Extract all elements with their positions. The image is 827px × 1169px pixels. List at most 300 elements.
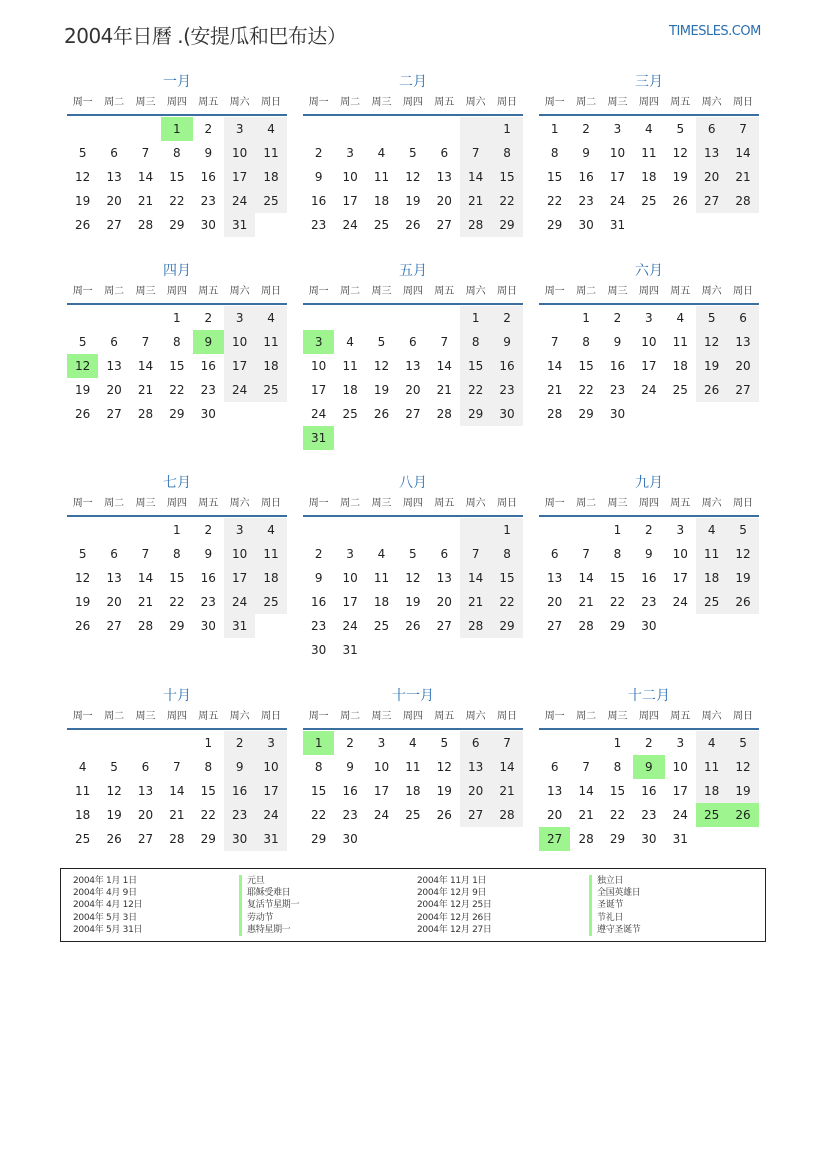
day-cell[interactable]: 23 bbox=[200, 595, 216, 609]
day-cell[interactable]: 20 bbox=[727, 354, 758, 378]
day-cell[interactable]: 31 bbox=[303, 426, 334, 450]
day-cell[interactable]: 28 bbox=[460, 213, 491, 237]
day-cell[interactable]: 6 bbox=[110, 335, 118, 349]
day-cell[interactable]: 16 bbox=[224, 779, 255, 803]
day-cell[interactable]: 14 bbox=[460, 165, 491, 189]
day-cell[interactable]: 30 bbox=[311, 643, 327, 657]
day-cell[interactable]: 9 bbox=[314, 170, 323, 184]
day-cell[interactable]: 27 bbox=[436, 218, 452, 232]
day-cell[interactable]: 15 bbox=[169, 359, 185, 373]
day-cell[interactable]: 26 bbox=[696, 378, 727, 402]
day-cell[interactable]: 15 bbox=[200, 784, 216, 798]
day-cell[interactable]: 6 bbox=[110, 547, 118, 561]
day-cell[interactable]: 4 bbox=[377, 146, 386, 160]
day-cell[interactable]: 12 bbox=[373, 359, 390, 373]
day-cell[interactable]: 27 bbox=[436, 619, 452, 633]
day-cell[interactable]: 24 bbox=[641, 383, 657, 397]
day-cell[interactable]: 2 bbox=[645, 736, 653, 750]
day-cell[interactable]: 13 bbox=[106, 359, 122, 373]
day-cell[interactable]: 4 bbox=[255, 518, 286, 542]
day-cell[interactable]: 15 bbox=[578, 359, 594, 373]
day-cell[interactable]: 25 bbox=[342, 407, 358, 421]
day-cell[interactable]: 29 bbox=[547, 218, 563, 232]
day-cell[interactable]: 8 bbox=[173, 547, 181, 561]
day-cell[interactable]: 16 bbox=[641, 784, 657, 798]
day-cell[interactable]: 2 bbox=[204, 311, 213, 325]
day-cell[interactable]: 27 bbox=[106, 407, 122, 421]
day-cell[interactable]: 11 bbox=[255, 542, 286, 566]
day-cell[interactable]: 7 bbox=[141, 335, 150, 349]
day-cell[interactable]: 4 bbox=[696, 518, 727, 542]
day-cell[interactable]: 25 bbox=[696, 590, 727, 614]
day-cell[interactable]: 15 bbox=[169, 170, 185, 184]
day-cell[interactable]: 15 bbox=[609, 571, 626, 585]
day-cell[interactable]: 2 bbox=[224, 731, 255, 755]
day-cell[interactable]: 20 bbox=[436, 194, 452, 208]
day-cell[interactable]: 24 bbox=[224, 378, 255, 402]
day-cell[interactable]: 10 bbox=[311, 359, 327, 373]
day-cell[interactable]: 6 bbox=[110, 146, 118, 160]
day-cell[interactable]: 1 bbox=[173, 311, 181, 325]
day-cell[interactable]: 31 bbox=[255, 827, 286, 851]
day-cell[interactable]: 21 bbox=[727, 165, 758, 189]
day-cell[interactable]: 13 bbox=[547, 784, 563, 798]
day-cell[interactable]: 16 bbox=[200, 571, 216, 585]
day-cell[interactable]: 13 bbox=[436, 571, 452, 585]
day-cell[interactable]: 21 bbox=[137, 595, 154, 609]
day-cell[interactable]: 18 bbox=[696, 779, 727, 803]
day-cell[interactable]: 30 bbox=[641, 832, 657, 846]
brand-logo-text[interactable]: TIMESLES.COM bbox=[669, 24, 761, 39]
day-cell[interactable]: 1 bbox=[303, 731, 334, 755]
day-cell[interactable]: 23 bbox=[200, 194, 216, 208]
day-cell[interactable]: 3 bbox=[255, 731, 286, 755]
day-cell[interactable]: 16 bbox=[641, 571, 657, 585]
day-cell[interactable]: 21 bbox=[460, 189, 491, 213]
day-cell[interactable]: 20 bbox=[106, 595, 122, 609]
day-cell[interactable]: 22 bbox=[609, 808, 626, 822]
day-cell[interactable]: 10 bbox=[641, 335, 657, 349]
day-cell[interactable]: 22 bbox=[460, 378, 491, 402]
day-cell[interactable]: 20 bbox=[547, 808, 563, 822]
day-cell[interactable]: 14 bbox=[727, 141, 758, 165]
day-cell[interactable]: 6 bbox=[696, 117, 727, 141]
day-cell[interactable]: 16 bbox=[609, 359, 626, 373]
day-cell[interactable]: 3 bbox=[346, 547, 354, 561]
day-cell[interactable]: 5 bbox=[78, 146, 87, 160]
day-cell[interactable]: 5 bbox=[78, 547, 87, 561]
day-cell[interactable]: 8 bbox=[460, 330, 491, 354]
day-cell[interactable]: 23 bbox=[641, 808, 657, 822]
day-cell[interactable]: 26 bbox=[727, 590, 758, 614]
day-cell[interactable]: 27 bbox=[727, 378, 758, 402]
day-cell[interactable]: 26 bbox=[727, 803, 758, 827]
day-cell[interactable]: 21 bbox=[169, 808, 185, 822]
day-cell[interactable]: 2 bbox=[204, 523, 213, 537]
day-cell[interactable]: 28 bbox=[137, 218, 154, 232]
day-cell[interactable]: 23 bbox=[491, 378, 522, 402]
day-cell[interactable]: 19 bbox=[75, 194, 91, 208]
day-cell[interactable]: 1 bbox=[460, 306, 491, 330]
day-cell[interactable]: 12 bbox=[672, 146, 688, 160]
day-cell[interactable]: 4 bbox=[645, 122, 653, 136]
day-cell[interactable]: 6 bbox=[550, 760, 559, 774]
day-cell[interactable]: 4 bbox=[255, 117, 286, 141]
day-cell[interactable]: 18 bbox=[342, 383, 358, 397]
day-cell[interactable]: 29 bbox=[491, 614, 522, 638]
day-cell[interactable]: 14 bbox=[547, 359, 563, 373]
day-cell[interactable]: 13 bbox=[405, 359, 421, 373]
day-cell[interactable]: 9 bbox=[346, 760, 354, 774]
day-cell[interactable]: 23 bbox=[224, 803, 255, 827]
day-cell[interactable]: 5 bbox=[78, 335, 87, 349]
day-cell[interactable]: 18 bbox=[672, 359, 688, 373]
day-cell[interactable]: 1 bbox=[613, 523, 622, 537]
day-cell[interactable]: 1 bbox=[550, 122, 559, 136]
day-cell[interactable]: 26 bbox=[405, 218, 421, 232]
day-cell[interactable]: 14 bbox=[460, 566, 491, 590]
day-cell[interactable]: 11 bbox=[75, 784, 91, 798]
day-cell[interactable]: 27 bbox=[460, 803, 491, 827]
day-cell[interactable]: 7 bbox=[550, 335, 559, 349]
day-cell[interactable]: 15 bbox=[491, 566, 522, 590]
day-cell[interactable]: 2 bbox=[582, 122, 590, 136]
day-cell[interactable]: 28 bbox=[169, 832, 185, 846]
day-cell[interactable]: 30 bbox=[200, 407, 216, 421]
day-cell[interactable]: 11 bbox=[672, 335, 688, 349]
day-cell[interactable]: 16 bbox=[342, 784, 358, 798]
day-cell[interactable]: 30 bbox=[609, 407, 626, 421]
day-cell[interactable]: 23 bbox=[609, 383, 626, 397]
day-cell[interactable]: 22 bbox=[609, 595, 626, 609]
day-cell[interactable]: 20 bbox=[405, 383, 421, 397]
day-cell[interactable]: 4 bbox=[676, 311, 685, 325]
day-cell[interactable]: 27 bbox=[696, 189, 727, 213]
day-cell[interactable]: 27 bbox=[547, 619, 563, 633]
day-cell[interactable]: 30 bbox=[342, 832, 358, 846]
day-cell[interactable]: 30 bbox=[224, 827, 255, 851]
day-cell[interactable]: 27 bbox=[137, 832, 154, 846]
day-cell[interactable]: 29 bbox=[578, 407, 594, 421]
day-cell[interactable]: 18 bbox=[641, 170, 657, 184]
day-cell[interactable]: 1 bbox=[204, 736, 213, 750]
day-cell[interactable]: 27 bbox=[539, 827, 570, 851]
day-cell[interactable]: 18 bbox=[255, 566, 286, 590]
day-cell[interactable]: 29 bbox=[491, 213, 522, 237]
day-cell[interactable]: 31 bbox=[224, 614, 255, 638]
day-cell[interactable]: 4 bbox=[696, 731, 727, 755]
day-cell[interactable]: 25 bbox=[373, 218, 390, 232]
day-cell[interactable]: 21 bbox=[491, 779, 522, 803]
day-cell[interactable]: 16 bbox=[311, 194, 327, 208]
day-cell[interactable]: 17 bbox=[255, 779, 286, 803]
day-cell[interactable]: 16 bbox=[578, 170, 594, 184]
day-cell[interactable]: 3 bbox=[224, 306, 255, 330]
day-cell[interactable]: 10 bbox=[255, 755, 286, 779]
day-cell[interactable]: 5 bbox=[440, 736, 449, 750]
day-cell[interactable]: 21 bbox=[436, 383, 452, 397]
day-cell[interactable]: 10 bbox=[342, 170, 358, 184]
day-cell[interactable]: 25 bbox=[255, 189, 286, 213]
day-cell[interactable]: 11 bbox=[342, 359, 358, 373]
day-cell[interactable]: 2 bbox=[491, 306, 522, 330]
day-cell[interactable]: 28 bbox=[137, 407, 154, 421]
day-cell[interactable]: 9 bbox=[204, 146, 213, 160]
day-cell[interactable]: 9 bbox=[582, 146, 590, 160]
day-cell[interactable]: 24 bbox=[224, 189, 255, 213]
day-cell[interactable]: 12 bbox=[75, 571, 91, 585]
day-cell[interactable]: 9 bbox=[204, 547, 213, 561]
day-cell[interactable]: 18 bbox=[696, 566, 727, 590]
day-cell[interactable]: 12 bbox=[75, 170, 91, 184]
day-cell[interactable]: 9 bbox=[645, 547, 653, 561]
day-cell[interactable]: 12 bbox=[67, 354, 98, 378]
day-cell[interactable]: 19 bbox=[436, 784, 452, 798]
day-cell[interactable]: 6 bbox=[440, 146, 449, 160]
day-cell[interactable]: 3 bbox=[676, 523, 685, 537]
day-cell[interactable]: 18 bbox=[255, 354, 286, 378]
day-cell[interactable]: 19 bbox=[727, 779, 758, 803]
day-cell[interactable]: 5 bbox=[727, 518, 758, 542]
day-cell[interactable]: 25 bbox=[672, 383, 688, 397]
day-cell[interactable]: 6 bbox=[409, 335, 417, 349]
day-cell[interactable]: 8 bbox=[173, 146, 181, 160]
day-cell[interactable]: 9 bbox=[491, 330, 522, 354]
day-cell[interactable]: 23 bbox=[311, 619, 327, 633]
day-cell[interactable]: 27 bbox=[405, 407, 421, 421]
day-cell[interactable]: 25 bbox=[696, 803, 727, 827]
day-cell[interactable]: 20 bbox=[436, 595, 452, 609]
day-cell[interactable]: 12 bbox=[696, 330, 727, 354]
day-cell[interactable]: 6 bbox=[550, 547, 559, 561]
day-cell[interactable]: 13 bbox=[436, 170, 452, 184]
day-cell[interactable]: 26 bbox=[405, 619, 421, 633]
day-cell[interactable]: 3 bbox=[346, 146, 354, 160]
day-cell[interactable]: 24 bbox=[255, 803, 286, 827]
day-cell[interactable]: 8 bbox=[613, 760, 622, 774]
day-cell[interactable]: 25 bbox=[405, 808, 421, 822]
day-cell[interactable]: 10 bbox=[224, 542, 255, 566]
day-cell[interactable]: 29 bbox=[609, 832, 626, 846]
day-cell[interactable]: 20 bbox=[106, 383, 122, 397]
day-cell[interactable]: 2 bbox=[314, 547, 323, 561]
day-cell[interactable]: 12 bbox=[436, 760, 452, 774]
day-cell[interactable]: 17 bbox=[224, 566, 255, 590]
day-cell[interactable]: 15 bbox=[491, 165, 522, 189]
day-cell[interactable]: 9 bbox=[633, 755, 664, 779]
day-cell[interactable]: 20 bbox=[137, 808, 154, 822]
day-cell[interactable]: 31 bbox=[224, 213, 255, 237]
day-cell[interactable]: 4 bbox=[377, 547, 386, 561]
day-cell[interactable]: 11 bbox=[373, 170, 390, 184]
day-cell[interactable]: 13 bbox=[460, 755, 491, 779]
day-cell[interactable]: 7 bbox=[727, 117, 758, 141]
day-cell[interactable]: 26 bbox=[436, 808, 452, 822]
day-cell[interactable]: 12 bbox=[106, 784, 122, 798]
day-cell[interactable]: 20 bbox=[696, 165, 727, 189]
day-cell[interactable]: 21 bbox=[460, 590, 491, 614]
day-cell[interactable]: 13 bbox=[106, 170, 122, 184]
day-cell[interactable]: 1 bbox=[161, 117, 192, 141]
day-cell[interactable]: 3 bbox=[613, 122, 622, 136]
day-cell[interactable]: 25 bbox=[75, 832, 91, 846]
day-cell[interactable]: 24 bbox=[311, 407, 327, 421]
day-cell[interactable]: 1 bbox=[613, 736, 622, 750]
day-cell[interactable]: 12 bbox=[727, 755, 758, 779]
day-cell[interactable]: 18 bbox=[75, 808, 91, 822]
day-cell[interactable]: 29 bbox=[169, 218, 185, 232]
day-cell[interactable]: 17 bbox=[342, 194, 358, 208]
day-cell[interactable]: 19 bbox=[696, 354, 727, 378]
day-cell[interactable]: 12 bbox=[405, 170, 421, 184]
day-cell[interactable]: 8 bbox=[204, 760, 213, 774]
day-cell[interactable]: 24 bbox=[342, 218, 358, 232]
day-cell[interactable]: 17 bbox=[672, 571, 688, 585]
day-cell[interactable]: 22 bbox=[491, 189, 522, 213]
day-cell[interactable]: 25 bbox=[641, 194, 657, 208]
day-cell[interactable]: 24 bbox=[373, 808, 390, 822]
day-cell[interactable]: 28 bbox=[547, 407, 563, 421]
day-cell[interactable]: 29 bbox=[169, 407, 185, 421]
day-cell[interactable]: 22 bbox=[169, 595, 185, 609]
day-cell[interactable]: 30 bbox=[578, 218, 594, 232]
day-cell[interactable]: 17 bbox=[609, 170, 626, 184]
day-cell[interactable]: 5 bbox=[409, 547, 417, 561]
day-cell[interactable]: 27 bbox=[106, 619, 122, 633]
day-cell[interactable]: 14 bbox=[137, 571, 154, 585]
day-cell[interactable]: 10 bbox=[373, 760, 390, 774]
day-cell[interactable]: 18 bbox=[373, 194, 390, 208]
day-cell[interactable]: 14 bbox=[137, 170, 154, 184]
day-cell[interactable]: 17 bbox=[672, 784, 688, 798]
day-cell[interactable]: 21 bbox=[137, 194, 154, 208]
day-cell[interactable]: 10 bbox=[224, 330, 255, 354]
day-cell[interactable]: 29 bbox=[460, 402, 491, 426]
day-cell[interactable]: 8 bbox=[491, 542, 522, 566]
day-cell[interactable]: 26 bbox=[373, 407, 390, 421]
day-cell[interactable]: 14 bbox=[169, 784, 185, 798]
day-cell[interactable]: 2 bbox=[346, 736, 354, 750]
day-cell[interactable]: 3 bbox=[224, 518, 255, 542]
day-cell[interactable]: 11 bbox=[373, 571, 390, 585]
day-cell[interactable]: 13 bbox=[696, 141, 727, 165]
day-cell[interactable]: 21 bbox=[578, 808, 594, 822]
day-cell[interactable]: 6 bbox=[727, 306, 758, 330]
day-cell[interactable]: 14 bbox=[436, 359, 452, 373]
day-cell[interactable]: 22 bbox=[169, 194, 185, 208]
day-cell[interactable]: 14 bbox=[491, 755, 522, 779]
day-cell[interactable]: 19 bbox=[727, 566, 758, 590]
day-cell[interactable]: 16 bbox=[311, 595, 327, 609]
day-cell[interactable]: 8 bbox=[314, 760, 323, 774]
day-cell[interactable]: 10 bbox=[224, 141, 255, 165]
day-cell[interactable]: 26 bbox=[672, 194, 688, 208]
day-cell[interactable]: 10 bbox=[609, 146, 626, 160]
day-cell[interactable]: 14 bbox=[137, 359, 154, 373]
day-cell[interactable]: 23 bbox=[578, 194, 594, 208]
day-cell[interactable]: 17 bbox=[342, 595, 358, 609]
day-cell[interactable]: 4 bbox=[409, 736, 417, 750]
day-cell[interactable]: 8 bbox=[550, 146, 559, 160]
day-cell[interactable]: 7 bbox=[173, 760, 181, 774]
day-cell[interactable]: 26 bbox=[75, 218, 91, 232]
day-cell[interactable]: 30 bbox=[200, 218, 216, 232]
day-cell[interactable]: 19 bbox=[75, 383, 91, 397]
day-cell[interactable]: 23 bbox=[342, 808, 358, 822]
day-cell[interactable]: 9 bbox=[613, 335, 622, 349]
day-cell[interactable]: 24 bbox=[342, 619, 358, 633]
day-cell[interactable]: 28 bbox=[491, 803, 522, 827]
day-cell[interactable]: 22 bbox=[200, 808, 216, 822]
day-cell[interactable]: 11 bbox=[405, 760, 421, 774]
day-cell[interactable]: 5 bbox=[727, 731, 758, 755]
day-cell[interactable]: 7 bbox=[491, 731, 522, 755]
day-cell[interactable]: 2 bbox=[204, 122, 213, 136]
day-cell[interactable]: 5 bbox=[676, 122, 685, 136]
day-cell[interactable]: 1 bbox=[173, 523, 181, 537]
day-cell[interactable]: 11 bbox=[255, 330, 286, 354]
day-cell[interactable]: 1 bbox=[491, 117, 522, 141]
day-cell[interactable]: 15 bbox=[169, 571, 185, 585]
day-cell[interactable]: 19 bbox=[405, 595, 421, 609]
day-cell[interactable]: 13 bbox=[547, 571, 563, 585]
day-cell[interactable]: 26 bbox=[106, 832, 122, 846]
day-cell[interactable]: 26 bbox=[75, 619, 91, 633]
day-cell[interactable]: 23 bbox=[200, 383, 216, 397]
day-cell[interactable]: 31 bbox=[342, 643, 358, 657]
day-cell[interactable]: 8 bbox=[613, 547, 622, 561]
day-cell[interactable]: 17 bbox=[373, 784, 390, 798]
day-cell[interactable]: 23 bbox=[311, 218, 327, 232]
day-cell[interactable]: 2 bbox=[613, 311, 622, 325]
day-cell[interactable]: 30 bbox=[200, 619, 216, 633]
day-cell[interactable]: 16 bbox=[491, 354, 522, 378]
day-cell[interactable]: 28 bbox=[460, 614, 491, 638]
day-cell[interactable]: 5 bbox=[409, 146, 417, 160]
day-cell[interactable]: 28 bbox=[578, 832, 594, 846]
day-cell[interactable]: 24 bbox=[224, 590, 255, 614]
day-cell[interactable]: 19 bbox=[106, 808, 122, 822]
day-cell[interactable]: 9 bbox=[224, 755, 255, 779]
day-cell[interactable]: 7 bbox=[141, 146, 150, 160]
day-cell[interactable]: 22 bbox=[578, 383, 594, 397]
day-cell[interactable]: 18 bbox=[255, 165, 286, 189]
day-cell[interactable]: 3 bbox=[377, 736, 386, 750]
day-cell[interactable]: 29 bbox=[169, 619, 185, 633]
day-cell[interactable]: 12 bbox=[405, 571, 421, 585]
day-cell[interactable]: 26 bbox=[75, 407, 91, 421]
day-cell[interactable]: 24 bbox=[609, 194, 626, 208]
day-cell[interactable]: 4 bbox=[78, 760, 87, 774]
day-cell[interactable]: 27 bbox=[106, 218, 122, 232]
day-cell[interactable]: 28 bbox=[137, 619, 154, 633]
day-cell[interactable]: 14 bbox=[578, 571, 594, 585]
day-cell[interactable]: 5 bbox=[110, 760, 118, 774]
day-cell[interactable]: 3 bbox=[676, 736, 685, 750]
day-cell[interactable]: 10 bbox=[342, 571, 358, 585]
day-cell[interactable]: 15 bbox=[547, 170, 563, 184]
day-cell[interactable]: 31 bbox=[609, 218, 626, 232]
day-cell[interactable]: 28 bbox=[578, 619, 594, 633]
day-cell[interactable]: 21 bbox=[547, 383, 563, 397]
day-cell[interactable]: 10 bbox=[672, 547, 688, 561]
day-cell[interactable]: 11 bbox=[696, 542, 727, 566]
day-cell[interactable]: 9 bbox=[314, 571, 323, 585]
day-cell[interactable]: 3 bbox=[303, 330, 334, 354]
day-cell[interactable]: 25 bbox=[373, 619, 390, 633]
day-cell[interactable]: 1 bbox=[582, 311, 590, 325]
day-cell[interactable]: 30 bbox=[641, 619, 657, 633]
